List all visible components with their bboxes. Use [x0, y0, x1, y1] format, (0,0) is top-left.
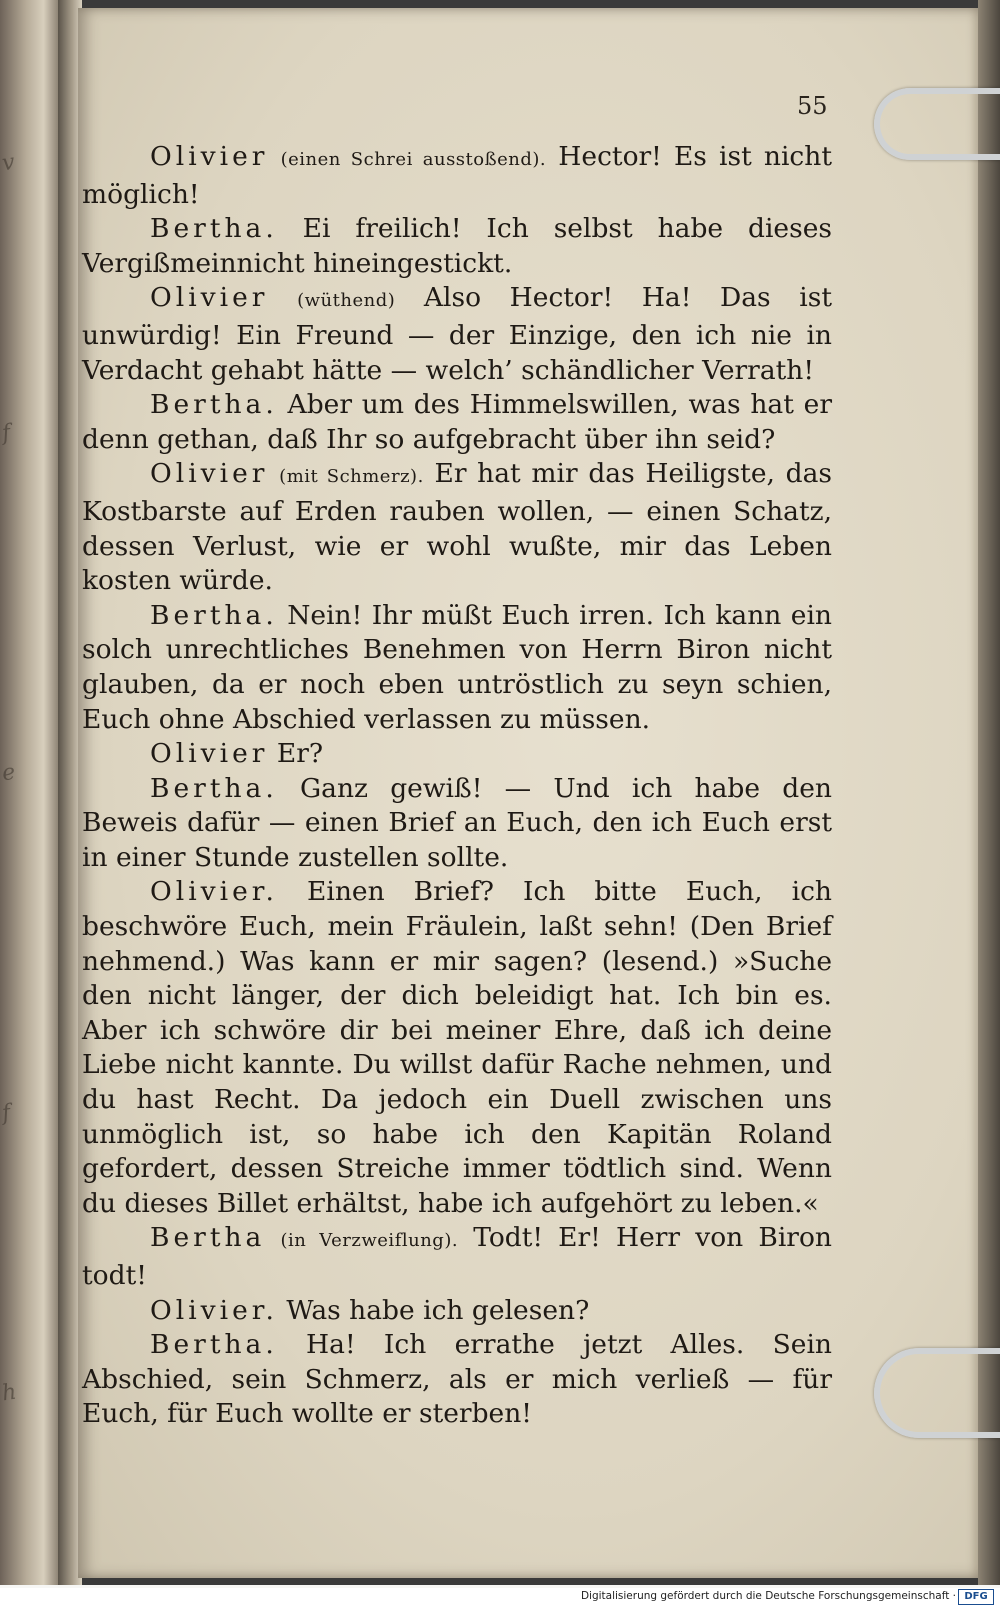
page-clip-top	[874, 88, 1000, 160]
stage-direction: (einen Schrei ausstoßend).	[280, 149, 547, 170]
page-number: 55	[797, 92, 828, 120]
dialogue-text: Was habe ich gelesen?	[278, 1294, 590, 1326]
stage-direction: (mit Schmerz).	[279, 466, 424, 488]
dialogue-paragraph	[82, 875, 832, 1221]
speaker-name: Bertha.	[150, 213, 278, 245]
speaker-name: Olivier	[150, 282, 269, 314]
speaker-name: Bertha.	[150, 599, 278, 631]
dialogue-text: Er?	[268, 738, 324, 770]
speaker-name: Bertha.	[150, 1329, 278, 1361]
footer-credit: Digitalisierung gefördert durch die Deutsche Forschungsgemeinschaft ·	[580, 1590, 956, 1602]
dialogue-text: Aber um des Himmelswillen, was hat er denn gethan, daß Ihr so aufgebracht über ihn seid?	[82, 389, 832, 455]
speaker-name: Bertha.	[150, 772, 278, 804]
page-text	[82, 140, 832, 1432]
dialogue-text: Ha! Ich errathe jetzt Alles. Sein Abschied, sein Schmerz, als er mich verließ — für Euch, für Euch wollte er sterben!	[82, 1329, 832, 1430]
dialogue-text: Er hat mir das Heiligste, das Kostbarste auf Erden rauben wollen, — einen Schatz, dessen Verlust, wie er wohl wußte, mir das Leben kosten würde.	[82, 458, 832, 597]
facing-page-fragment: f	[0, 420, 12, 447]
speaker-name: Olivier	[150, 458, 269, 490]
dialogue-text: Einen Brief? Ich bitte Euch, ich beschwöre Euch, mein Fräulein, laßt sehn! (Den Brief nehmend.) Was kann er mir sagen? (lesend.) »Suche den nicht länger, der dich beleidigt hat. Ich bin es. Aber ich schwöre dir bei meiner Ehre, daß ich deine Liebe nicht kannte. Du willst dafür Rache nehmen, und du hast Recht. Da jedoch ein Duell zwischen uns unmöglich ist, so habe ich den Kapitän Roland gefordert, dessen Streiche immer tödtlich sind. Wenn du dieses Billet erhältst, habe ich aufgehört zu leben.«	[82, 876, 832, 1219]
facing-page-fragment: f	[0, 1100, 12, 1127]
facing-page-fragment: e	[0, 759, 17, 787]
dialogue-paragraph	[82, 737, 832, 772]
dialogue-paragraph	[82, 772, 832, 876]
dialogue-text: Ganz gewiß! — Und ich habe den Beweis dafür — einen Brief an Euch, den ich Euch erst in einer Stunde zustellen sollte.	[82, 772, 832, 873]
stage-direction: (in Verzweiflung).	[280, 1230, 459, 1252]
dialogue-paragraph	[82, 388, 832, 457]
dialogue-paragraph	[82, 457, 832, 598]
facing-page-fragment: v	[0, 149, 17, 177]
dialogue-text: Also Hector! Ha! Das ist unwürdig! Ein Freund — der Einzige, den ich nie in Verdacht gehabt hätte — welch’ schändlicher Verrath!	[82, 282, 832, 386]
speaker-name: Olivier.	[150, 876, 278, 908]
dialogue-paragraph	[82, 599, 832, 737]
dialogue-text: Ei freilich! Ich selbst habe dieses Vergißmeinnicht hineingestickt.	[82, 213, 832, 279]
speaker-name: Olivier.	[150, 1294, 278, 1326]
facing-page-edge	[0, 0, 58, 1585]
speaker-name: Bertha.	[150, 389, 278, 421]
dfg-logo: DFG	[958, 1589, 994, 1605]
dialogue-paragraph	[82, 140, 832, 212]
dialogue-text: Todt! Er! Herr von Biron todt!	[82, 1222, 832, 1291]
dialogue-paragraph	[82, 281, 832, 388]
dialogue-paragraph	[82, 1328, 832, 1432]
speaker-name: Olivier	[150, 738, 269, 770]
dialogue-paragraph	[82, 1221, 832, 1293]
dialogue-text: Hector! Es ist nicht möglich!	[82, 141, 832, 210]
speaker-name: Bertha	[150, 1222, 266, 1254]
facing-page-fragment: h	[0, 1379, 18, 1407]
dialogue-paragraph	[82, 1294, 832, 1329]
page-clip-bottom	[874, 1348, 1000, 1438]
dialogue-text: Nein! Ihr müßt Euch irren. Ich kann ein solch unrechtliches Benehmen von Herrn Biron nicht glauben, da er noch eben untröstlich zu seyn schien, Euch ohne Abschied verlassen zu müssen.	[82, 599, 832, 735]
dialogue-paragraph	[82, 212, 832, 281]
stage-direction: (wüthend)	[297, 290, 396, 312]
speaker-name: Olivier	[150, 141, 269, 172]
